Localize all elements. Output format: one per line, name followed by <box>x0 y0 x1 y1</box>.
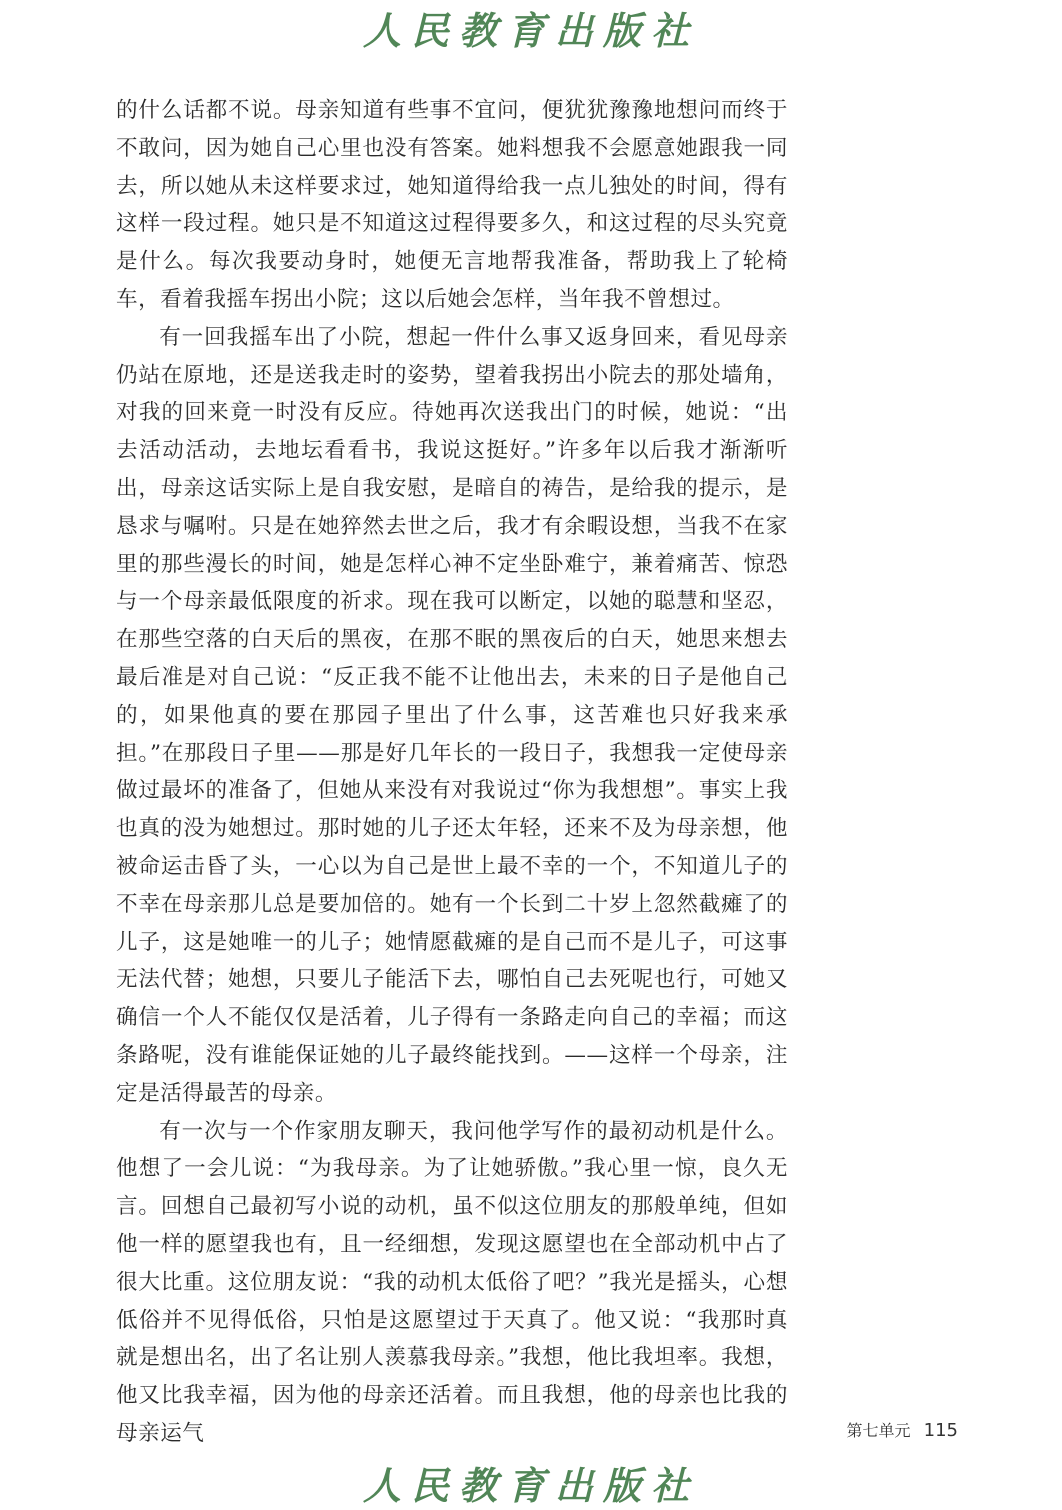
paragraph-continued: 的什么话都不说。母亲知道有些事不宜问，便犹犹豫豫地想问而终于不敢问，因为她自己心里也没有答案。她料想我不会愿意她跟我一同去，所以她从未这样要求过，她知道得给我一点儿独处的时间，得有这样一段过程。她只是不知道这过程得要多久，和这过程的尽头究竟是什么。每次我要动身时，她便无言地帮我准备，帮助我上了轮椅车，看着我摇车拐出小院；这以后她会怎样，当年我不曾想过。 <box>116 98 788 312</box>
publisher-watermark-top: 人民教育出版社 <box>362 8 699 53</box>
paragraph-writer-friend: 有一次与一个作家朋友聊天，我问他学写作的最初动机是什么。他想了一会儿说：“为我母亲。为了让她骄傲。”我心里一惊，良久无言。回想自己最初写小说的动机，虽不似这位朋友的那般单纯，但如他一样的愿望我也有，且一经细想，发现这愿望也在全部动机中占了很大比重。这位朋友说：“我的动机太低俗了吧？”我光是摇头，心想低俗并不见得低俗，只怕是这愿望过于天真了。他又说：“我那时真就是想出名，出了名让别人羡慕我母亲。”我想，他比我坦率。我想，他又比我幸福，因为他的母亲还活着。而且我想，他的母亲也比我的母亲运气 <box>116 1118 788 1446</box>
unit-label: 第七单元 <box>846 1421 911 1440</box>
body-text <box>116 92 788 1453</box>
publisher-watermark-bottom: 人民教育出版社 <box>362 1463 699 1508</box>
page-number: 115 <box>923 1420 958 1441</box>
page-footer <box>847 1418 958 1441</box>
paragraph-mother-waiting: 有一回我摇车出了小院，想起一件什么事又返身回来，看见母亲仍站在原地，还是送我走时的姿势，望着我拐出小院去的那处墙角，对我的回来竟一时没有反应。待她再次送我出门的时候，她说：“出去活动活动，去地坛看看书，我说这挺好。”许多年以后我才渐渐听出，母亲这话实际上是自我安慰，是暗自的祷告，是给我的提示，是恳求与嘱咐。只是在她猝然去世之后，我才有余暇设想，当我不在家里的那些漫长的时间，她是怎样心神不定坐卧难宁，兼着痛苦、惊恐与一个母亲最低限度的祈求。现在我可以断定，以她的聪慧和坚忍，在那些空落的白天后的黑夜，在那不眠的黑夜后的白天，她思来想去最后准是对自己说：“反正我不能不让他出去，未来的日子是他自己的，如果他真的要在那园子里出了什么事，这苦难也只好我来承担。”在那段日子里——那是好几年长的一段日子，我想我一定使母亲做过最坏的准备了，但她从来没有对我说过“你为我想想”。事实上我也真的没为她想过。那时她的儿子还太年轻，还来不及为母亲想，他被命运击昏了头，一心以为自己是世上最不幸的一个，不知道儿子的不幸在母亲那儿总是要加倍的。她有一个长到二十岁上忽然截瘫了的儿子，这是她唯一的儿子；她情愿截瘫的是自己而不是儿子，可这事无法代替；她想，只要儿子能活下去，哪怕自己去死呢也行，可她又确信一个人不能仅仅是活着，儿子得有一条路走向自己的幸福；而这条路呢，没有谁能保证她的儿子最终能找到。——这样一个母亲，注定是活得最苦的母亲。 <box>116 324 788 1106</box>
